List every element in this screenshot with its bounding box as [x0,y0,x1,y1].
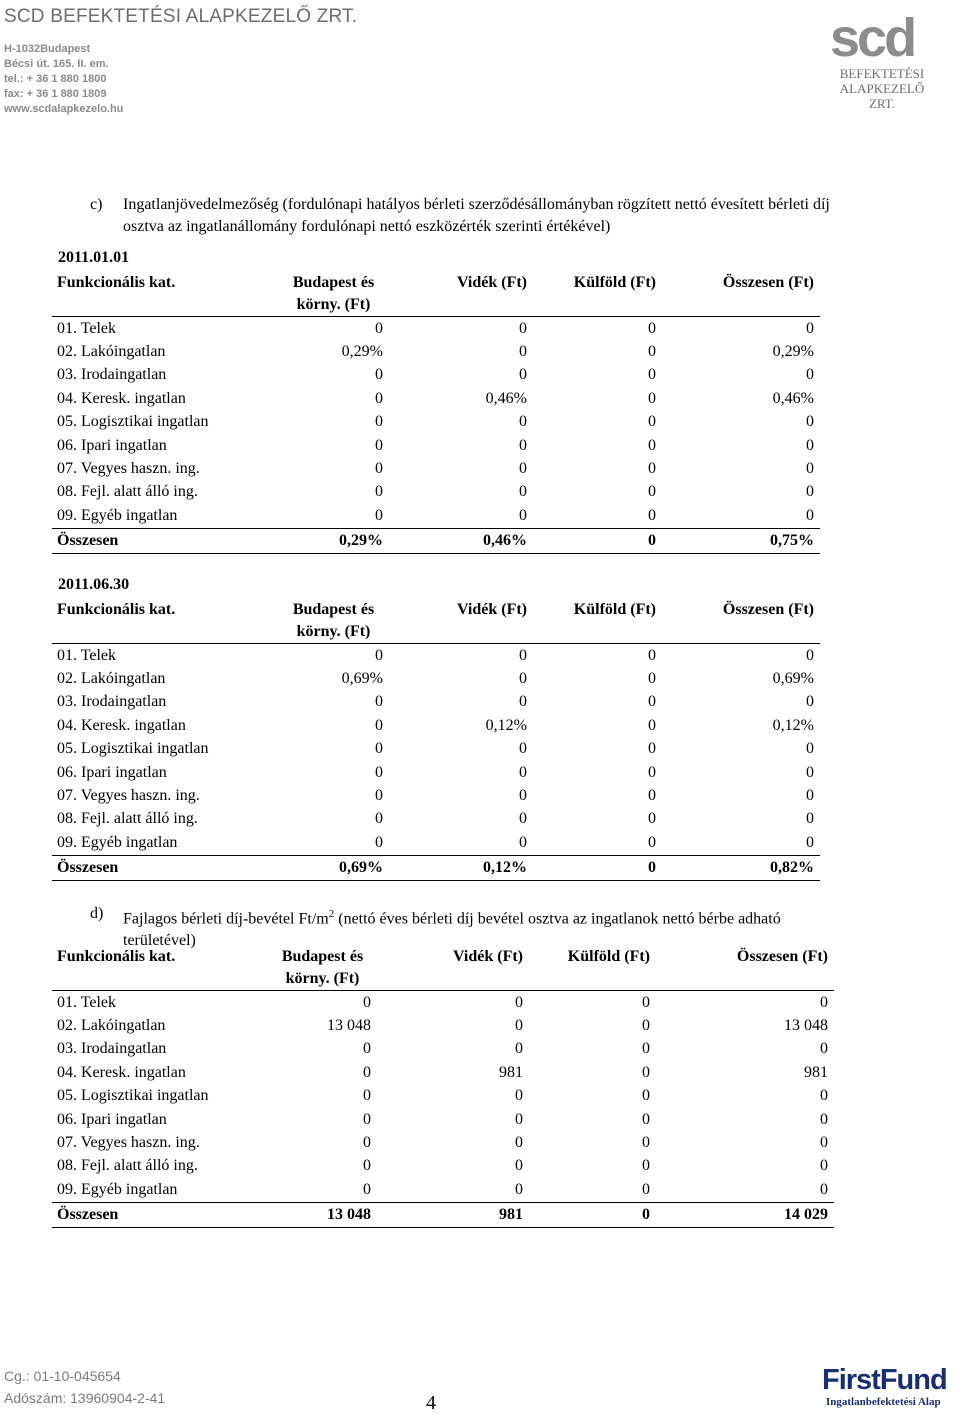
table-row [52,1014,834,1037]
col-header-videk: Vidék (Ft) [377,946,529,991]
row-value: 0 [648,716,656,734]
row-value: 0 [375,646,383,664]
row-value: 0,12% [772,716,814,734]
row-value: 0 [648,506,656,524]
row-category: 01. Telek [57,993,117,1011]
section-d-label: d) [90,905,104,922]
company-registration: Cg.: 01-10-045654 [4,1368,121,1384]
row-value: 0 [375,787,383,805]
row-value: 0 [648,763,656,781]
row-value: 0 [806,319,814,337]
row-value: 0 [806,646,814,664]
row-value: 0 [519,483,527,501]
row-value: 0 [515,1040,523,1058]
table-row [52,738,820,761]
row-category: 01. Telek [57,319,117,337]
table-row [52,1085,834,1108]
row-value: 0 [375,693,383,711]
row-value: 0 [806,436,814,454]
row-value: 0,29% [772,343,814,361]
row-value: 981 [804,1063,828,1081]
section-d-text-b: (nettó éves bérleti díj bevétel osztva az ingatlanok nettó bérbe adható területével) [123,910,781,950]
row-category: 02. Lakóingatlan [57,670,166,688]
row-value: 0 [642,1017,650,1035]
row-value: 0 [519,319,527,337]
row-value: 0 [375,460,383,478]
col-header-budapest-line1: Budapest és [281,948,364,965]
section-d-sup: 2 [328,908,335,920]
row-category: 06. Ipari ingatlan [57,436,167,454]
total-value: 0,75% [662,528,820,553]
table-row [52,1108,834,1131]
total-value: 0,29% [264,528,389,553]
row-value: 0 [642,1157,650,1175]
col-header-category: Funkcionális kat. [52,272,264,317]
section-c-paragraph [90,194,850,238]
row-value: 0 [648,389,656,407]
row-value: 0 [375,413,383,431]
col-header-budapest-line1: Budapest és [292,601,375,618]
total-label: Összesen [52,528,264,553]
table-row [52,991,834,1015]
row-value: 0 [375,763,383,781]
row-category: 09. Egyéb ingatlan [57,833,178,851]
row-category: 05. Logisztikai ingatlan [57,740,209,758]
col-header-osszesen: Összesen (Ft) [662,272,820,317]
col-header-osszesen: Összesen (Ft) [656,946,834,991]
row-value: 0 [642,993,650,1011]
row-value: 0 [806,763,814,781]
total-value: 0,12% [389,855,533,880]
row-value: 0 [806,740,814,758]
table1 [52,272,820,554]
address-line: Bécsi út. 165. II. em. [4,58,109,70]
col-header-budapest-line2: körny. (Ft) [296,623,371,640]
row-value: 0 [806,787,814,805]
section-d-text-a: Fajlagos bérleti díj-bevétel Ft/m [123,910,329,928]
table-row [52,667,820,690]
row-value: 0,46% [485,389,527,407]
row-category: 05. Logisztikai ingatlan [57,1087,209,1105]
row-value: 0 [806,693,814,711]
row-value: 0 [648,740,656,758]
row-value: 0 [648,460,656,478]
row-value: 0 [820,1087,828,1105]
address-line: H-1032Budapest [4,43,91,55]
row-value: 0 [515,1134,523,1152]
row-value: 0 [519,740,527,758]
total-row [52,855,820,880]
row-value: 0 [375,319,383,337]
col-header-videk: Vidék (Ft) [389,272,533,317]
footer-registration [4,1365,165,1409]
row-category: 08. Fejl. alatt álló ing. [57,810,198,828]
row-value: 0 [642,1063,650,1081]
firstfund-subtitle: Ingatlanbefektetési Alap [826,1396,941,1408]
row-value: 13 048 [784,1017,828,1035]
col-header-kulfold: Külföld (Ft) [533,599,662,644]
col-header-kulfold: Külföld (Ft) [529,946,656,991]
row-value: 0 [519,670,527,688]
table-row [52,504,820,528]
col-header-budapest-line1: Budapest és [292,274,375,291]
row-value: 0 [648,810,656,828]
total-row [52,528,820,553]
table2 [52,599,820,881]
row-value: 0 [363,1180,371,1198]
col-header-budapest-line2: körny. (Ft) [285,970,360,987]
row-value: 0 [642,1134,650,1152]
col-header-budapest-line2: körny. (Ft) [296,296,371,313]
address-line: tel.: + 36 1 880 1800 [4,73,107,85]
row-value: 0 [363,1087,371,1105]
row-value: 0 [648,670,656,688]
row-category: 01. Telek [57,646,117,664]
table-row [52,1038,834,1061]
row-value: 0 [820,1110,828,1128]
row-value: 0 [642,1040,650,1058]
row-category: 04. Keresk. ingatlan [57,389,186,407]
table-row [52,317,820,341]
table-row [52,364,820,387]
company-title: SCD BEFEKTETÉSI ALAPKEZELŐ ZRT. [4,6,358,27]
row-value: 13 048 [327,1017,371,1035]
row-value: 0 [648,366,656,384]
total-value: 0,82% [662,855,820,880]
section-c-text: Ingatlanjövedelmezőség (fordulónapi hatályos bérleti szerződésállományban rögzített nettó évesített bérleti díj osztva az ingatlanállomány fordulónapi nettó eszközérték szerinti értékével) [123,196,830,235]
row-value: 0 [515,1110,523,1128]
row-category: 08. Fejl. alatt álló ing. [57,483,198,501]
row-value: 0 [806,483,814,501]
row-value: 0 [806,810,814,828]
row-value: 0 [820,1180,828,1198]
row-category: 06. Ipari ingatlan [57,1110,167,1128]
total-value: 0 [529,1202,656,1227]
row-value: 0 [806,833,814,851]
total-value: 13 048 [264,1202,377,1227]
row-value: 0 [519,366,527,384]
row-value: 0 [363,1110,371,1128]
section-d-text [123,903,850,952]
row-value: 0 [648,646,656,664]
total-label: Összesen [52,855,264,880]
row-value: 0 [820,1157,828,1175]
table-row [52,714,820,737]
col-header-videk: Vidék (Ft) [389,599,533,644]
row-value: 0 [515,1017,523,1035]
total-value: 0,69% [264,855,389,880]
row-category: 06. Ipari ingatlan [57,763,167,781]
row-value: 0 [375,506,383,524]
row-category: 02. Lakóingatlan [57,343,166,361]
row-category: 04. Keresk. ingatlan [57,716,186,734]
row-category: 07. Vegyes haszn. ing. [57,460,200,478]
row-category: 09. Egyéb ingatlan [57,1180,178,1198]
row-value: 0 [648,413,656,431]
logo-subtitle [826,66,938,111]
logo-sub-line: ALAPKEZELŐ ZRT. [839,81,925,111]
row-value: 0,46% [772,389,814,407]
col-header-category: Funkcionális kat. [52,946,264,991]
table-row [52,411,820,434]
row-value: 981 [499,1063,523,1081]
row-value: 0 [642,1180,650,1198]
row-value: 0 [363,1063,371,1081]
row-value: 0 [519,460,527,478]
row-value: 0 [363,993,371,1011]
row-value: 0 [519,436,527,454]
total-value: 14 029 [656,1202,834,1227]
total-row [52,1202,834,1227]
row-value: 0 [375,436,383,454]
row-value: 0,12% [485,716,527,734]
row-value: 0 [375,366,383,384]
row-value: 0 [519,787,527,805]
col-header-budapest [264,599,389,644]
row-value: 0 [648,436,656,454]
table-row [52,1061,834,1084]
row-value: 0 [820,993,828,1011]
row-value: 0 [519,833,527,851]
row-value: 0 [820,1040,828,1058]
firstfund-logo: FirstFund [822,1364,947,1396]
row-value: 0 [363,1157,371,1175]
row-value: 0 [648,693,656,711]
row-value: 0 [363,1040,371,1058]
table-row [52,434,820,457]
col-header-kulfold: Külföld (Ft) [533,272,662,317]
row-value: 0 [375,716,383,734]
row-value: 0 [648,833,656,851]
address-line: www.scdalapkezelo.hu [4,103,124,115]
row-value: 0 [642,1110,650,1128]
section-c-label: c) [90,196,103,213]
row-value: 0 [519,343,527,361]
row-value: 0 [648,343,656,361]
row-value: 0 [519,810,527,828]
row-value: 0 [515,1087,523,1105]
tax-number: Adószám: 13960904-2-41 [4,1390,166,1406]
row-value: 0 [375,810,383,828]
row-value: 0 [363,1134,371,1152]
row-value: 0 [515,1157,523,1175]
row-value: 0 [519,646,527,664]
row-category: 02. Lakóingatlan [57,1017,166,1035]
table-row [52,340,820,363]
row-value: 0 [375,833,383,851]
table-row [52,1155,834,1178]
row-value: 0 [806,506,814,524]
total-value: 0 [533,855,662,880]
table-row [52,831,820,855]
row-value: 0,29% [341,343,383,361]
row-value: 0 [519,413,527,431]
row-category: 03. Irodaingatlan [57,693,167,711]
row-category: 08. Fejl. alatt álló ing. [57,1157,198,1175]
section-d-paragraph [90,903,850,952]
row-category: 05. Logisztikai ingatlan [57,413,209,431]
row-value: 0 [375,740,383,758]
company-address [4,42,123,117]
table-row [52,457,820,480]
col-header-osszesen: Összesen (Ft) [662,599,820,644]
total-value: 981 [377,1202,529,1227]
row-value: 0 [642,1087,650,1105]
row-category: 09. Egyéb ingatlan [57,506,178,524]
row-value: 0 [375,389,383,407]
page-number: 4 [426,1392,436,1414]
table-row [52,691,820,714]
table-row [52,1178,834,1202]
row-value: 0 [806,460,814,478]
table-row [52,784,820,807]
row-value: 0,69% [772,670,814,688]
row-value: 0 [515,1180,523,1198]
table2-date: 2011.06.30 [58,576,130,593]
row-value: 0 [519,763,527,781]
row-value: 0 [648,319,656,337]
col-header-category: Funkcionális kat. [52,599,264,644]
total-value: 0 [533,528,662,553]
total-label: Összesen [52,1202,264,1227]
table-row [52,644,820,668]
row-value: 0 [375,483,383,501]
table1-date: 2011.01.01 [58,249,130,266]
table-row [52,481,820,504]
row-value: 0 [806,413,814,431]
scd-logo-text: scd [830,8,915,68]
row-value: 0 [519,693,527,711]
table-row [52,761,820,784]
row-category: 07. Vegyes haszn. ing. [57,1134,200,1152]
row-value: 0 [648,787,656,805]
row-value: 0,69% [341,670,383,688]
row-value: 0 [515,993,523,1011]
row-category: 03. Irodaingatlan [57,1040,167,1058]
row-category: 07. Vegyes haszn. ing. [57,787,200,805]
row-value: 0 [519,506,527,524]
row-category: 04. Keresk. ingatlan [57,1063,186,1081]
table-row [52,387,820,410]
table-row [52,1131,834,1154]
col-header-budapest [264,946,377,991]
logo-sub-line: BEFEKTETÉSI [839,66,925,81]
table-row [52,808,820,831]
table3 [52,946,834,1228]
col-header-budapest [264,272,389,317]
row-value: 0 [820,1134,828,1152]
row-value: 0 [648,483,656,501]
total-value: 0,46% [389,528,533,553]
row-value: 0 [806,366,814,384]
address-line: fax: + 36 1 880 1809 [4,88,107,100]
row-category: 03. Irodaingatlan [57,366,167,384]
